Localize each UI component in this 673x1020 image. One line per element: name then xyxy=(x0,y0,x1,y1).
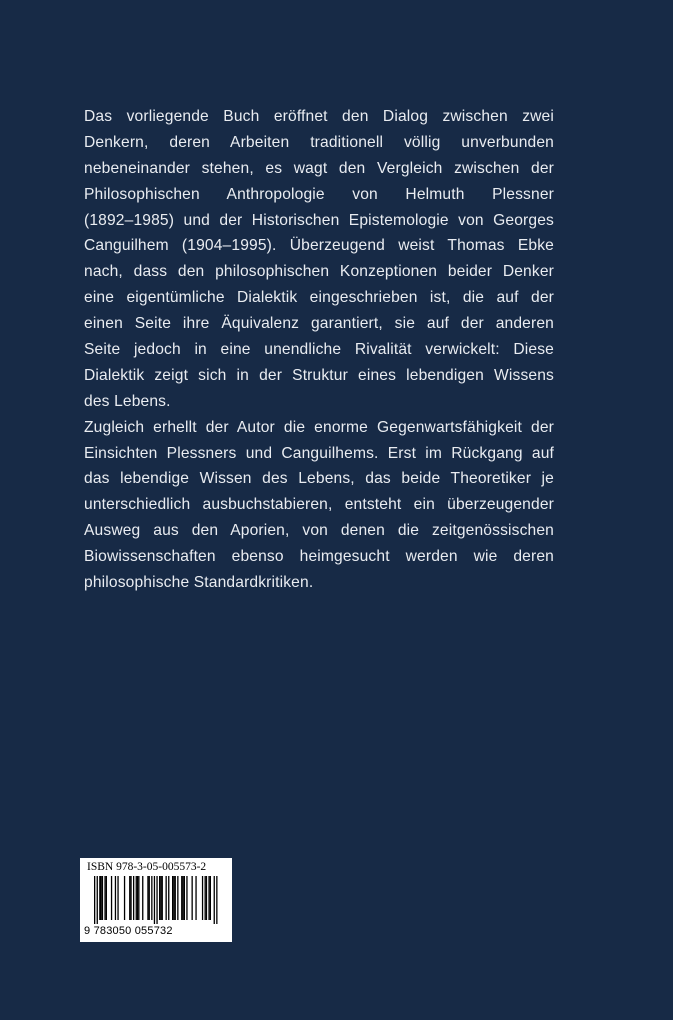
barcode-bar xyxy=(99,876,100,920)
barcode-bar xyxy=(182,876,183,920)
blurb-line: Das vorliegende Buch eröffnet den Dialog zwischen zwei xyxy=(84,108,554,125)
blurb-line: Canguilhem (1904–1995). Überzeugend weist Thomas Ebke xyxy=(84,237,554,255)
barcode-bar xyxy=(186,876,187,920)
barcode-bar xyxy=(205,876,206,920)
blurb-line: Seite jedoch in eine unendliche Rivalität verwickelt: Diese xyxy=(84,341,554,359)
barcode-bar xyxy=(137,876,138,920)
barcode-bar xyxy=(115,876,116,920)
blurb-line: Biowissenschaften ebenso heimgesucht werden wie deren xyxy=(84,548,554,566)
barcode-bar xyxy=(168,876,169,920)
blurb-line: eine eigentümliche Dialektik eingeschrieben ist, die auf der xyxy=(84,289,554,307)
blurb-line: das lebendige Wissen des Lebens, das beide Theoretiker je xyxy=(84,470,554,488)
barcode-bar xyxy=(149,876,150,920)
barcode-bar xyxy=(184,876,185,920)
barcode-bar xyxy=(192,876,193,920)
barcode-bar xyxy=(175,876,176,920)
barcode-bar xyxy=(166,876,167,920)
barcode-bar xyxy=(147,876,148,920)
isbn-label: ISBN 978-3-05-005573-2 xyxy=(87,861,207,873)
blurb-line: unterschiedlich ausbuchstabieren, entsteht ein überzeugender xyxy=(84,496,554,514)
blurb-line: nebeneinander stehen, es wagt den Vergleich zwischen der xyxy=(84,159,554,177)
barcode-bar xyxy=(160,876,161,920)
barcode-bar xyxy=(130,876,131,920)
barcode-bar xyxy=(208,876,209,920)
barcode-bar xyxy=(104,876,105,920)
blurb-line: Ausweg aus den Aporien, von denen die zeitgenössischen xyxy=(84,522,554,540)
barcode-bar xyxy=(214,876,215,924)
barcode-bar xyxy=(133,876,134,920)
barcode-bar xyxy=(156,876,157,924)
barcode-bar xyxy=(216,876,217,924)
barcode-bar xyxy=(151,876,152,920)
barcode-bar xyxy=(210,876,211,920)
barcode-bar xyxy=(124,876,125,920)
isbn-barcode xyxy=(80,858,232,942)
barcode-bar xyxy=(117,876,118,920)
barcode-bar xyxy=(202,876,203,920)
barcode-digits: 9 783050 055732 xyxy=(84,925,173,937)
barcode-bar xyxy=(136,876,137,920)
blurb-line: Zugleich erhellt der Autor die enorme Gegenwartsfähigkeit der xyxy=(84,418,554,436)
barcode-bar xyxy=(97,876,98,924)
barcode-bar xyxy=(142,876,143,920)
barcode-bar xyxy=(94,876,95,924)
back-cover-blurb xyxy=(84,104,554,596)
barcode-bar xyxy=(154,876,155,924)
blurb-line: einen Seite ihre Äquivalenz garantiert, sie auf der anderen xyxy=(84,315,554,333)
barcode-bar xyxy=(101,876,102,920)
barcode-bar xyxy=(102,876,103,920)
blurb-line: des Lebens. xyxy=(84,392,171,410)
barcode-bar xyxy=(138,876,139,920)
blurb-line: (1892–1985) und der Historischen Epistemologie von Georges xyxy=(84,211,554,229)
barcode-bar xyxy=(181,876,182,920)
blurb-line: Denkern, deren Arbeiten traditionell völlig unverbunden xyxy=(84,133,554,151)
barcode-bar xyxy=(177,876,178,920)
barcode-bar xyxy=(106,876,107,920)
blurb-line: nach, dass den philosophischen Konzeptionen beider Denker xyxy=(84,263,554,281)
barcode-bar xyxy=(159,876,160,920)
barcode-bars xyxy=(94,876,218,924)
barcode-bar xyxy=(173,876,174,920)
blurb-line: Einsichten Plessners und Canguilhems. Erst im Rückgang auf xyxy=(84,444,554,462)
barcode-bar xyxy=(129,876,130,920)
barcode-bar xyxy=(111,876,112,920)
barcode-bar xyxy=(195,876,196,920)
barcode-bar xyxy=(206,876,207,920)
barcode-bar xyxy=(172,876,173,920)
blurb-line: Philosophischen Anthropologie von Helmuth Plessner xyxy=(84,185,554,203)
barcode-bar xyxy=(162,876,163,920)
blurb-line: Dialektik zeigt sich in der Struktur eines lebendigen Wissens xyxy=(84,366,554,384)
blurb-line: philosophische Standardkritiken. xyxy=(84,574,314,592)
